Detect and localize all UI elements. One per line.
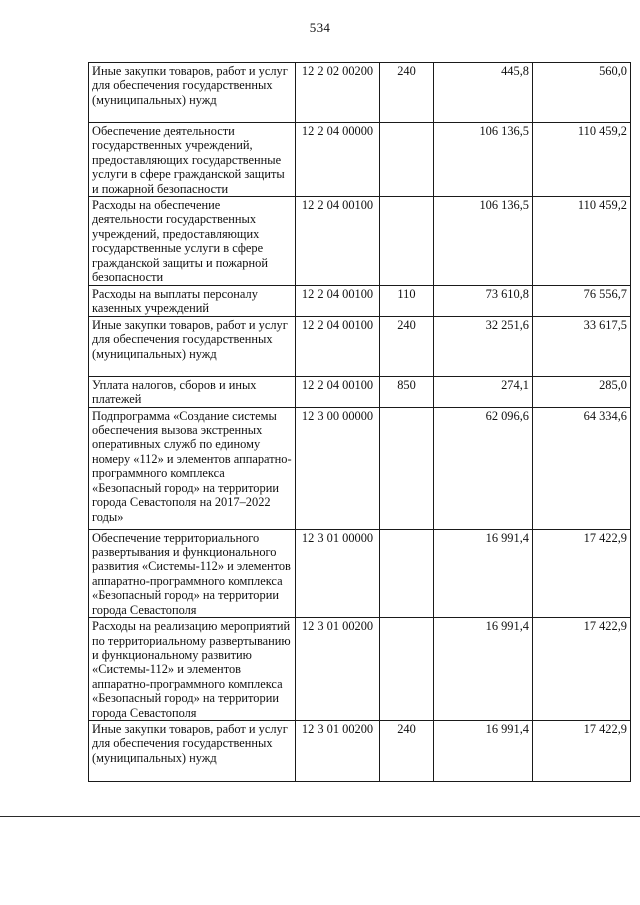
row-amount-year1-cell: 16 991,4 (434, 720, 533, 781)
row-amount-year2-cell: 110 459,2 (533, 197, 631, 286)
row-name-cell: Расходы на реализацию мероприятий по территориальному развертыванию и функциональному развитию «Системы-112» и элементов аппаратно-программного комплекса «Безопасный город» на территории города Севастополя (89, 618, 296, 721)
row-expense-type-cell (380, 197, 434, 286)
row-code-cell: 12 3 01 00000 (296, 529, 380, 617)
row-code-cell: 12 3 01 00200 (296, 720, 380, 781)
table-row (89, 720, 631, 781)
row-amount-year2-cell: 110 459,2 (533, 123, 631, 197)
row-name-cell: Расходы на обеспечение деятельности государственных учреждений, предоставляющих государственные услуги в сфере гражданской защиты и пожарной безопасности (89, 197, 296, 286)
row-code-cell: 12 2 04 00100 (296, 316, 380, 376)
row-amount-year1-cell: 106 136,5 (434, 123, 533, 197)
row-code-cell: 12 2 04 00100 (296, 197, 380, 286)
row-name-cell: Иные закупки товаров, работ и услуг для обеспечения государственных (муниципальных) нужд (89, 63, 296, 123)
row-amount-year1-cell: 445,8 (434, 63, 533, 123)
row-code-cell: 12 3 00 00000 (296, 407, 380, 529)
row-expense-type-cell (380, 407, 434, 529)
row-amount-year1-cell: 16 991,4 (434, 529, 533, 617)
row-amount-year1-cell: 62 096,6 (434, 407, 533, 529)
row-name-cell: Обеспечение территориального развертывания и функционального развития «Системы-112» и элементов аппаратно-программного комплекса «Безопасный город» на территории города Севастополя (89, 529, 296, 617)
scan-frame-line (0, 816, 640, 817)
row-code-cell: 12 2 02 00200 (296, 63, 380, 123)
row-amount-year1-cell: 16 991,4 (434, 618, 533, 721)
row-expense-type-cell (380, 123, 434, 197)
row-name-cell: Обеспечение деятельности государственных учреждений, предоставляющих государственные услуги в сфере гражданской защиты и пожарной безопасности (89, 123, 296, 197)
row-amount-year1-cell: 274,1 (434, 376, 533, 407)
row-code-cell: 12 2 04 00100 (296, 286, 380, 317)
row-expense-type-cell (380, 618, 434, 721)
row-amount-year2-cell: 17 422,9 (533, 618, 631, 721)
budget-table (88, 62, 631, 782)
row-expense-type-cell: 240 (380, 316, 434, 376)
row-code-cell: 12 2 04 00100 (296, 376, 380, 407)
row-amount-year2-cell: 285,0 (533, 376, 631, 407)
row-expense-type-cell (380, 529, 434, 617)
page-number: 534 (309, 20, 331, 35)
row-amount-year1-cell: 32 251,6 (434, 316, 533, 376)
table-row (89, 376, 631, 407)
table-row (89, 618, 631, 721)
row-amount-year1-cell: 106 136,5 (434, 197, 533, 286)
table-row (89, 407, 631, 529)
row-amount-year2-cell: 560,0 (533, 63, 631, 123)
row-name-cell: Иные закупки товаров, работ и услуг для обеспечения государственных (муниципальных) нужд (89, 316, 296, 376)
table-row (89, 529, 631, 617)
row-expense-type-cell: 240 (380, 63, 434, 123)
row-name-cell: Иные закупки товаров, работ и услуг для обеспечения государственных (муниципальных) нужд (89, 720, 296, 781)
row-amount-year2-cell: 76 556,7 (533, 286, 631, 317)
row-name-cell: Уплата налогов, сборов и иных платежей (89, 376, 296, 407)
row-amount-year1-cell: 73 610,8 (434, 286, 533, 317)
row-name-cell: Подпрограмма «Создание системы обеспечения вызова экстренных оперативных служб по единому номеру «112» и элементов аппаратно-программного комплекса «Безопасный город» на территории города Севастополя на 2017–2022 годы» (89, 407, 296, 529)
row-expense-type-cell: 110 (380, 286, 434, 317)
row-expense-type-cell: 240 (380, 720, 434, 781)
table-row (89, 123, 631, 197)
row-amount-year2-cell: 17 422,9 (533, 720, 631, 781)
table-row (89, 286, 631, 317)
row-amount-year2-cell: 64 334,6 (533, 407, 631, 529)
row-code-cell: 12 2 04 00000 (296, 123, 380, 197)
row-name-cell: Расходы на выплаты персоналу казенных учреждений (89, 286, 296, 317)
table-row (89, 63, 631, 123)
row-code-cell: 12 3 01 00200 (296, 618, 380, 721)
row-amount-year2-cell: 17 422,9 (533, 529, 631, 617)
row-expense-type-cell: 850 (380, 376, 434, 407)
table-row (89, 197, 631, 286)
table-row (89, 316, 631, 376)
row-amount-year2-cell: 33 617,5 (533, 316, 631, 376)
